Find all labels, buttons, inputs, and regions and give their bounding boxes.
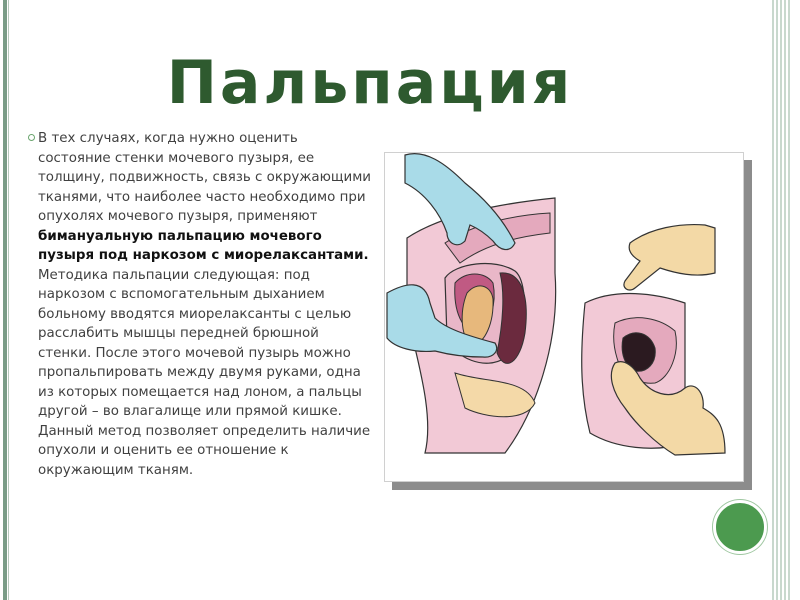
green-circle-icon xyxy=(713,500,767,554)
paragraph-part1: В тех случаях, когда нужно оценить состояние стенки мочевого пузыря, ее толщину, подвижность, связь с окружающими тканями, что наиболее часто необходимо при опухолях мочевого пузыря, применяют xyxy=(38,131,372,224)
body-paragraph xyxy=(38,129,374,480)
slide-frame-right xyxy=(772,0,790,600)
upper-skin-hand xyxy=(624,225,715,290)
circle-bullet-icon xyxy=(28,134,35,141)
palpation-illustration-svg xyxy=(385,153,744,482)
paragraph-bold: бимануальную пальпацию мочевого пузыря под наркозом с миорелаксантами. xyxy=(38,228,369,263)
paragraph-part2: Методика пальпации следующая: под наркозом с вспомогательным дыханием больному вводятся миорелаксанты с целью расслабить мышцы передней брюшной стенки. После этого мочевой пузырь можно пропальпировать между двумя руками, одна из которых помещается над лоном, а пальцы другой – во влагалище или прямой кишке. Данный метод позволяет определить наличие опухоли и оценить ее отношение к окружающим тканям. xyxy=(38,267,371,478)
slide-title: Пальпация xyxy=(166,48,574,118)
palpation-illustration xyxy=(384,152,744,482)
